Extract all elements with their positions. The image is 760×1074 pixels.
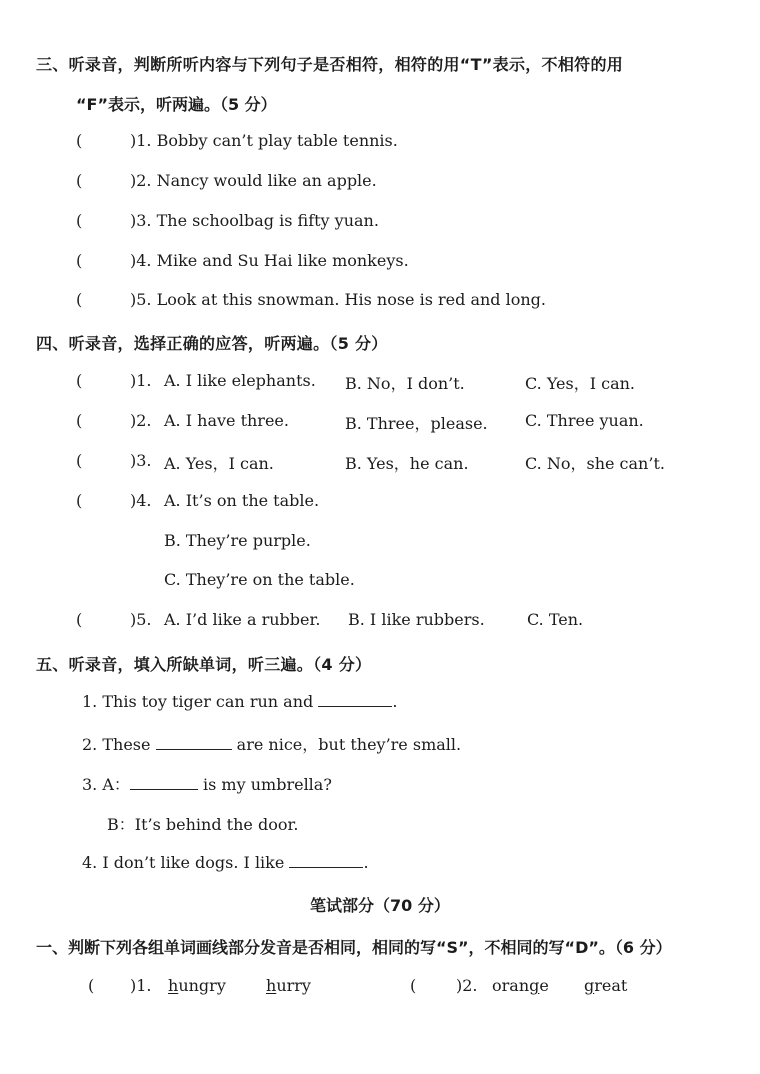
sentence-text: are nice，but they’re small.	[236, 735, 462, 754]
s4-q5-option-c: C. Ten.	[527, 610, 584, 629]
item-number: 3.	[82, 775, 98, 794]
answer-paren[interactable]: (	[76, 371, 83, 390]
section3-title-line1: 三、听录音，判断所听内容与下列句子是否相符，相符的用“T”表示，不相符的用	[36, 55, 624, 74]
answer-paren[interactable]: (	[410, 976, 417, 995]
s5-sentence-3	[82, 772, 332, 795]
item-number: )2.	[130, 171, 152, 190]
answer-paren[interactable]: (	[76, 251, 83, 270]
answer-paren[interactable]: (	[88, 976, 95, 995]
s4-q4	[76, 491, 152, 510]
item-number: )5.	[130, 610, 152, 629]
section-w1-title: 一、判断下列各组单词画线部分发音是否相同，相同的写“S”，不相同的写“D”。（6 分）	[36, 938, 672, 957]
s3-item-2	[76, 171, 377, 190]
s4-q1-option-c: C. Yes，I can.	[525, 374, 635, 393]
word-rest: urry	[276, 976, 311, 995]
sentence-text: This toy tiger can run and	[102, 692, 314, 711]
w1-q2	[410, 976, 478, 995]
item-text: Look at this snowman. His nose is red and long.	[156, 290, 546, 309]
sentence-text: .	[392, 692, 398, 711]
s3-item-3	[76, 211, 379, 230]
s4-q4-option-c: C. They’re on the table.	[164, 570, 355, 589]
s4-q2-option-a: A. I have three.	[164, 411, 289, 430]
sentence-text: is my umbrella?	[203, 775, 332, 794]
answer-paren[interactable]: (	[76, 131, 83, 150]
answer-paren[interactable]: (	[76, 211, 83, 230]
section3-title-line2: “F”表示，听两遍。（5 分）	[76, 95, 277, 114]
fill-blank[interactable]	[156, 735, 232, 750]
s4-q2	[76, 411, 152, 430]
s4-q4-option-b: B. They’re purple.	[164, 531, 311, 550]
fill-blank[interactable]	[289, 853, 363, 868]
w1-q2-word2	[584, 976, 627, 995]
item-number: 1.	[82, 692, 98, 711]
s4-q5-option-b: B. I like rubbers.	[348, 610, 485, 629]
item-number: 4.	[82, 853, 98, 872]
item-number: )3.	[130, 451, 152, 470]
sentence-text: I don’t like dogs. I like	[102, 853, 285, 872]
s3-item-5	[76, 290, 546, 309]
answer-paren[interactable]: (	[76, 491, 83, 510]
word-rest: e	[539, 976, 549, 995]
fill-blank[interactable]	[318, 692, 392, 707]
s4-q1-option-a: A. I like elephants.	[164, 371, 316, 390]
written-part-title: 笔试部分（70 分）	[310, 896, 450, 915]
sentence-text: .	[363, 853, 369, 872]
sentence-text: These	[102, 735, 151, 754]
item-number: )1.	[130, 371, 152, 390]
w1-q1-word1	[168, 976, 226, 995]
sentence-text: A：	[102, 775, 130, 794]
s4-q5-option-a: A. I’d like a rubber.	[164, 610, 321, 629]
section5-title: 五、听录音，填入所缺单词，听三遍。（4 分）	[36, 655, 372, 674]
word-rest: reat	[594, 976, 628, 995]
underlined-letter: h	[168, 976, 179, 995]
s4-q3-option-b: B. Yes，he can.	[345, 454, 469, 473]
s4-q1	[76, 371, 152, 390]
s4-q4-option-a: A. It’s on the table.	[164, 491, 320, 510]
w1-q1	[88, 976, 152, 995]
s5-sentence-2	[82, 732, 461, 755]
answer-paren[interactable]: (	[76, 451, 83, 470]
s5-sentence-3b: B：It’s behind the door.	[107, 815, 299, 834]
answer-paren[interactable]: (	[76, 290, 83, 309]
s5-sentence-4	[82, 853, 369, 872]
item-number: 2.	[82, 735, 98, 754]
item-text: The schoolbag is fifty yuan.	[156, 211, 379, 230]
item-number: )2.	[130, 411, 152, 430]
underlined-letter: g	[584, 976, 595, 995]
underlined-letter: h	[266, 976, 277, 995]
item-number: )3.	[130, 211, 152, 230]
item-number: )4.	[130, 251, 152, 270]
s4-q1-option-b: B. No，I don’t.	[345, 374, 465, 393]
item-text: Mike and Su Hai like monkeys.	[156, 251, 409, 270]
s3-item-4	[76, 251, 409, 270]
underlined-letter: g	[529, 976, 540, 995]
item-text: Bobby can’t play table tennis.	[156, 131, 398, 150]
item-number: )5.	[130, 290, 152, 309]
item-number: )1.	[130, 976, 152, 995]
s4-q2-option-b: B. Three，please.	[345, 414, 488, 433]
s4-q3-option-c: C. No，she can’t.	[525, 454, 665, 473]
word-rest: ungry	[178, 976, 226, 995]
item-number: )2.	[456, 976, 478, 995]
w1-q1-word2	[266, 976, 311, 995]
word-rest: oran	[492, 976, 530, 995]
s4-q5	[76, 610, 152, 629]
s3-item-1	[76, 131, 398, 150]
answer-paren[interactable]: (	[76, 610, 83, 629]
item-number: )1.	[130, 131, 152, 150]
item-number: )4.	[130, 491, 152, 510]
answer-paren[interactable]: (	[76, 171, 83, 190]
fill-blank[interactable]	[130, 775, 198, 790]
w1-q2-word1	[492, 976, 549, 995]
s4-q3	[76, 451, 152, 470]
answer-paren[interactable]: (	[76, 411, 83, 430]
s4-q3-option-a: A. Yes，I can.	[164, 454, 274, 473]
item-text: Nancy would like an apple.	[156, 171, 377, 190]
s4-q2-option-c: C. Three yuan.	[525, 411, 644, 430]
s5-sentence-1	[82, 692, 397, 711]
section4-title: 四、听录音，选择正确的应答，听两遍。（5 分）	[36, 334, 388, 353]
